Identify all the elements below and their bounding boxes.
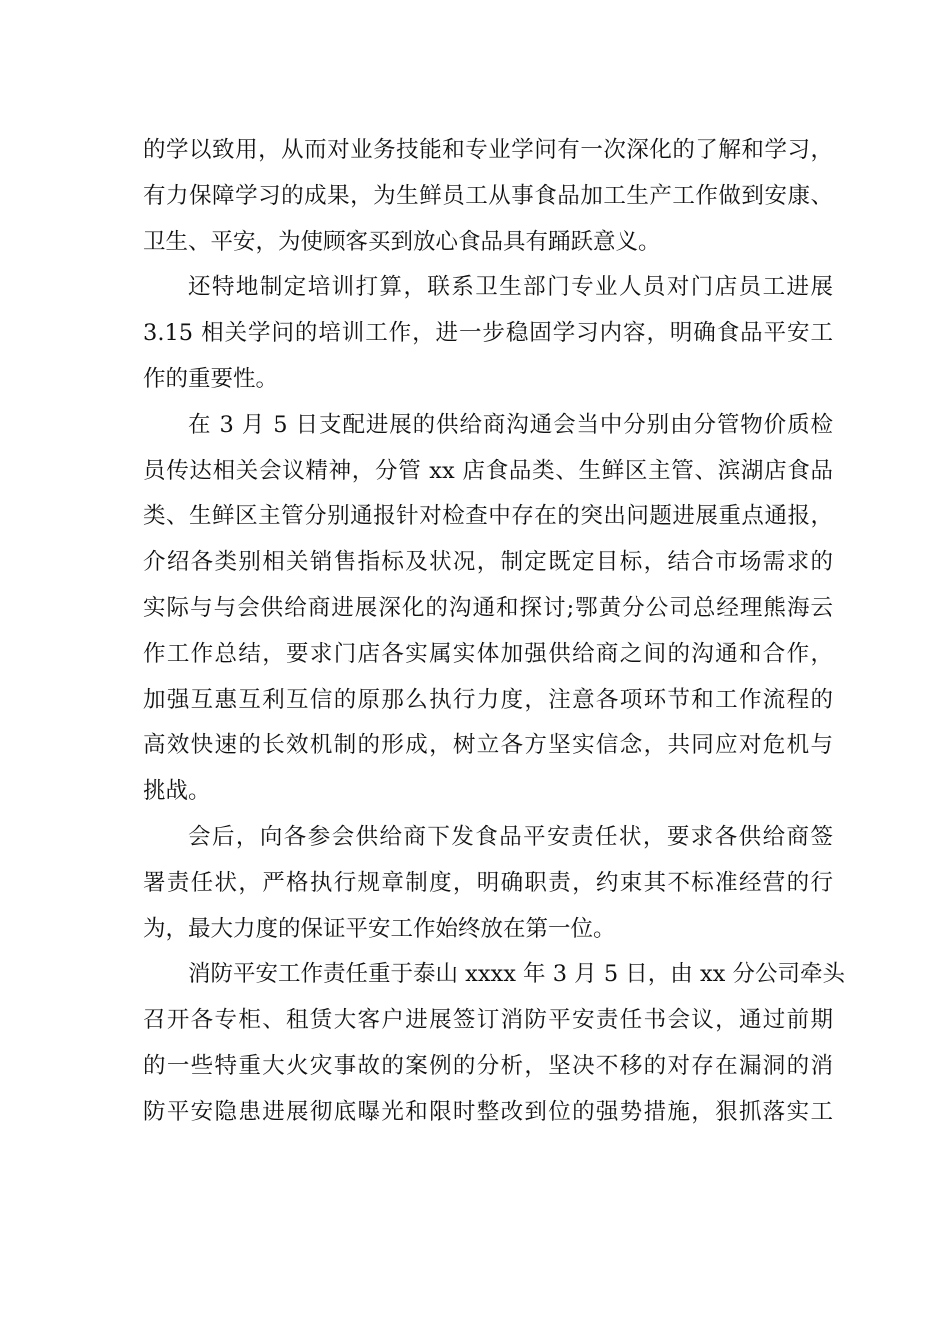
text-line: 挑战。 [143, 778, 211, 805]
text-line: 卫生、平安，为使顾客买到放心食品具有踊跃意义。 [143, 228, 661, 255]
text-line: 员传达相关会议精神，分管 xx 店食品类、生鲜区主管、滨湖店食品 [143, 457, 833, 484]
paragraph-first-line: 在 3 月 5 日支配进展的供给商沟通会当中分别由分管物价质检 [188, 411, 833, 438]
text-line: 作的重要性。 [143, 365, 279, 392]
text-line: 加强互惠互利互信的原那么执行力度，注意各项环节和工作流程的 [143, 686, 833, 713]
text-line: 为，最大力度的保证平安工作始终放在第一位。 [143, 915, 616, 942]
text-line: 类、生鲜区主管分别通报针对检查中存在的突出问题进展重点通报， [143, 503, 833, 530]
text-line: 实际与与会供给商进展深化的沟通和探讨;鄂黄分公司总经理熊海云 [143, 594, 833, 621]
paragraph-first-line: 还特地制定培训打算，联系卫生部门专业人员对门店员工进展 [188, 274, 833, 301]
text-line: 3.15 相关学问的培训工作，进一步稳固学习内容，明确食品平安工 [143, 320, 833, 347]
text-line: 有力保障学习的成果，为生鲜员工从事食品加工生产工作做到安康、 [143, 182, 833, 209]
text-line: 防平安隐患进展彻底曝光和限时整改到位的强势措施，狠抓落实工 [143, 1098, 833, 1125]
paragraph-first-line: 会后，向各参会供给商下发食品平安责任状，要求各供给商签 [188, 823, 833, 850]
text-line: 的学以致用，从而对业务技能和专业学问有一次深化的了解和学习， [143, 137, 833, 163]
text-line: 署责任状，严格执行规章制度，明确职责，约束其不标准经营的行 [143, 869, 833, 896]
paragraph-first-line: 消防平安工作责任重于泰山 xxxx 年 3 月 5 日，由 xx 分公司牵头 [188, 961, 845, 988]
text-line: 介绍各类别相关销售指标及状况，制定既定目标，结合市场需求的 [143, 549, 833, 576]
text-line: 高效快速的长效机制的形成，树立各方坚实信念，共同应对危机与 [143, 732, 833, 759]
text-line: 的一些特重大火灾事故的案例的分析，坚决不移的对存在漏洞的消 [143, 1052, 833, 1079]
text-line: 作工作总结，要求门店各实属实体加强供给商之间的沟通和合作， [143, 640, 833, 667]
text-line: 召开各专柜、租赁大客户进展签订消防平安责任书会议，通过前期 [143, 1007, 833, 1034]
body-text [143, 128, 845, 1136]
